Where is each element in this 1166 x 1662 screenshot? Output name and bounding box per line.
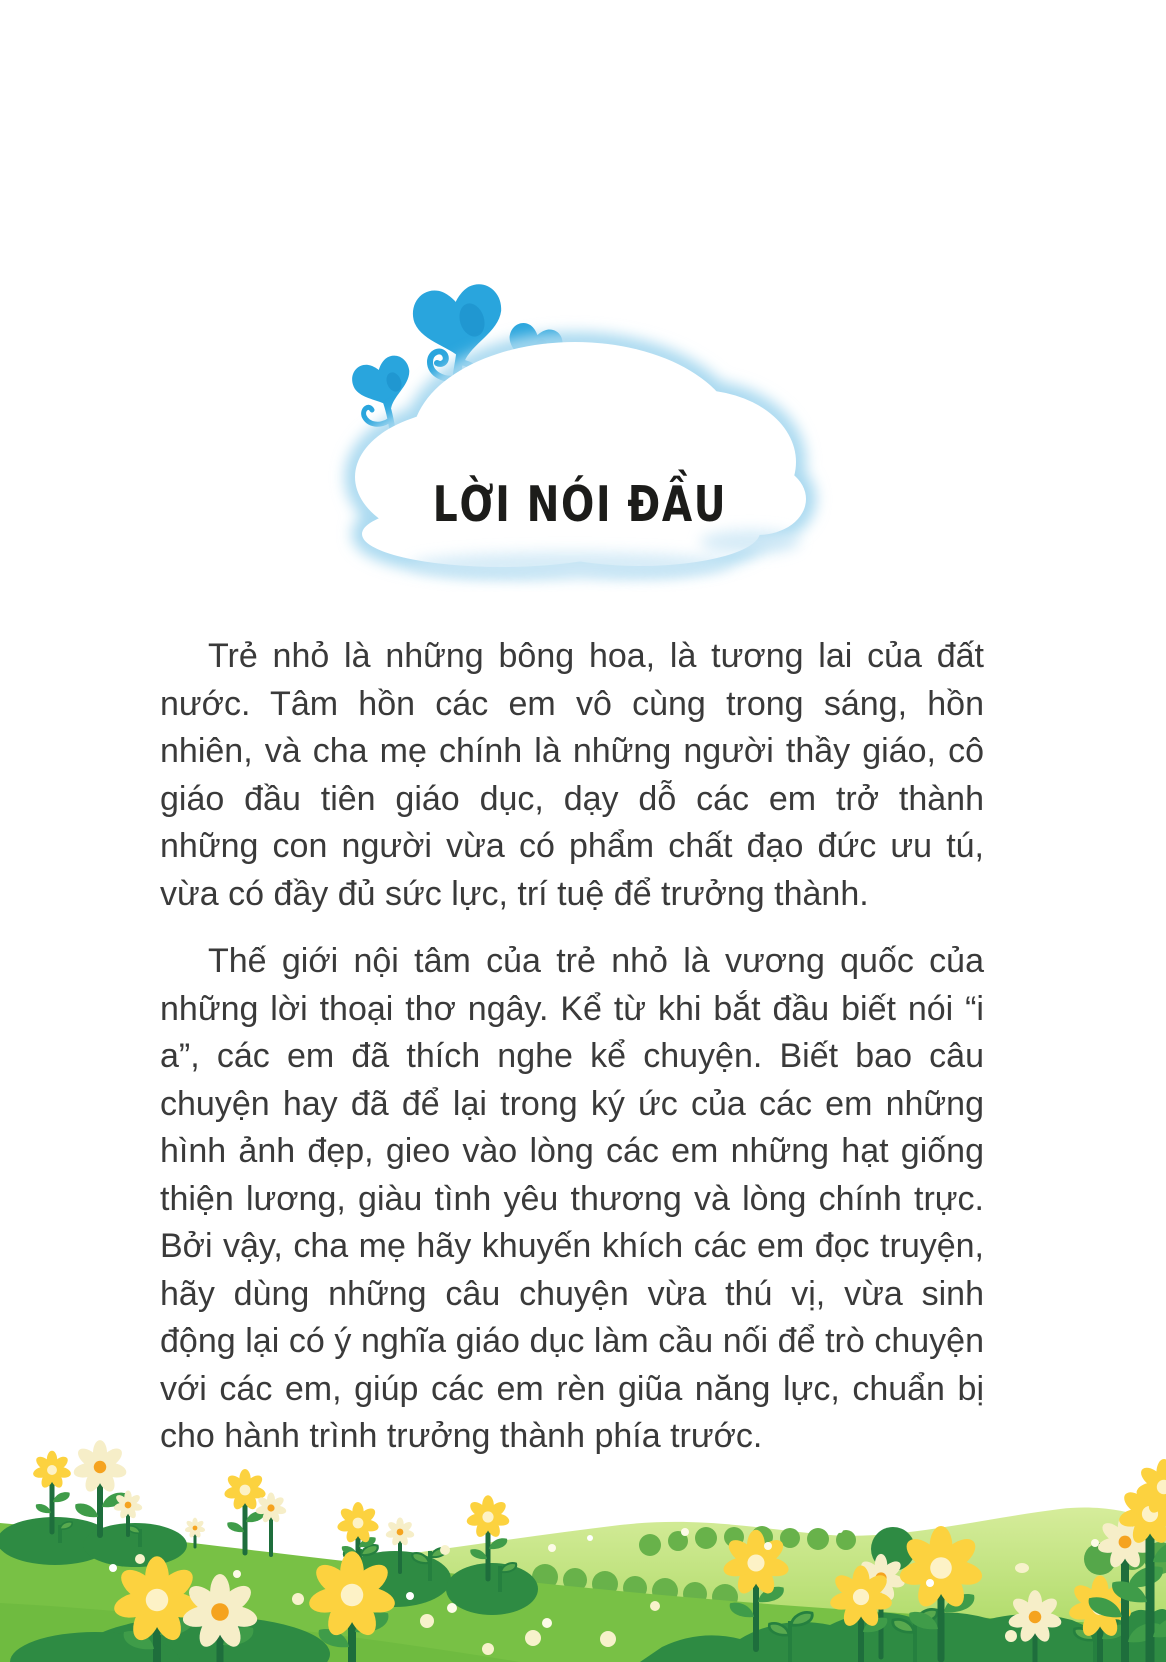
page-title: LỜI NÓI ĐẦU [432,475,728,533]
paragraph-2: Thế giới nội tâm của trẻ nhỏ là vương quốc của những lời thoại thơ ngây. Kể từ khi bắt đầu biết nói “i a”, các em đã thích nghe kể chuyện. Biết bao câu chuyện hay đã để lại trong ký ức của các em những hình ảnh đẹp, gieo vào lòng các em những hạt giống thiện lương, giàu tình yêu thương và lòng chính trực. Bởi vậy, cha mẹ hãy khuyến khích các em đọc truyện, hãy dùng những câu chuyện vừa thú vị, vừa sinh động lại có ý nghĩa giáo dục làm cầu nối để trò chuyện với các em, giúp các em rèn giũa năng lực, chuẩn bị cho hành trình trưởng thành phía trước. [160,942,984,1455]
meadow-illustration [0,1317,1166,1662]
paragraph-1: Trẻ nhỏ là những bông hoa, là tương lai của đất nước. Tâm hồn các em vô cùng trong sáng, hồn nhiên, và cha mẹ chính là những người thầy giáo, cô giáo đầu tiên giáo dục, dạy dỗ các em trở thành những con người vừa có phẩm chất đạo đức ưu tú, vừa có đầy đủ sức lực, trí tuệ để trưởng thành. [160,637,984,913]
cloud-decoration [320,262,840,592]
cloud-icon [355,342,806,578]
flower-icon [255,1492,287,1555]
